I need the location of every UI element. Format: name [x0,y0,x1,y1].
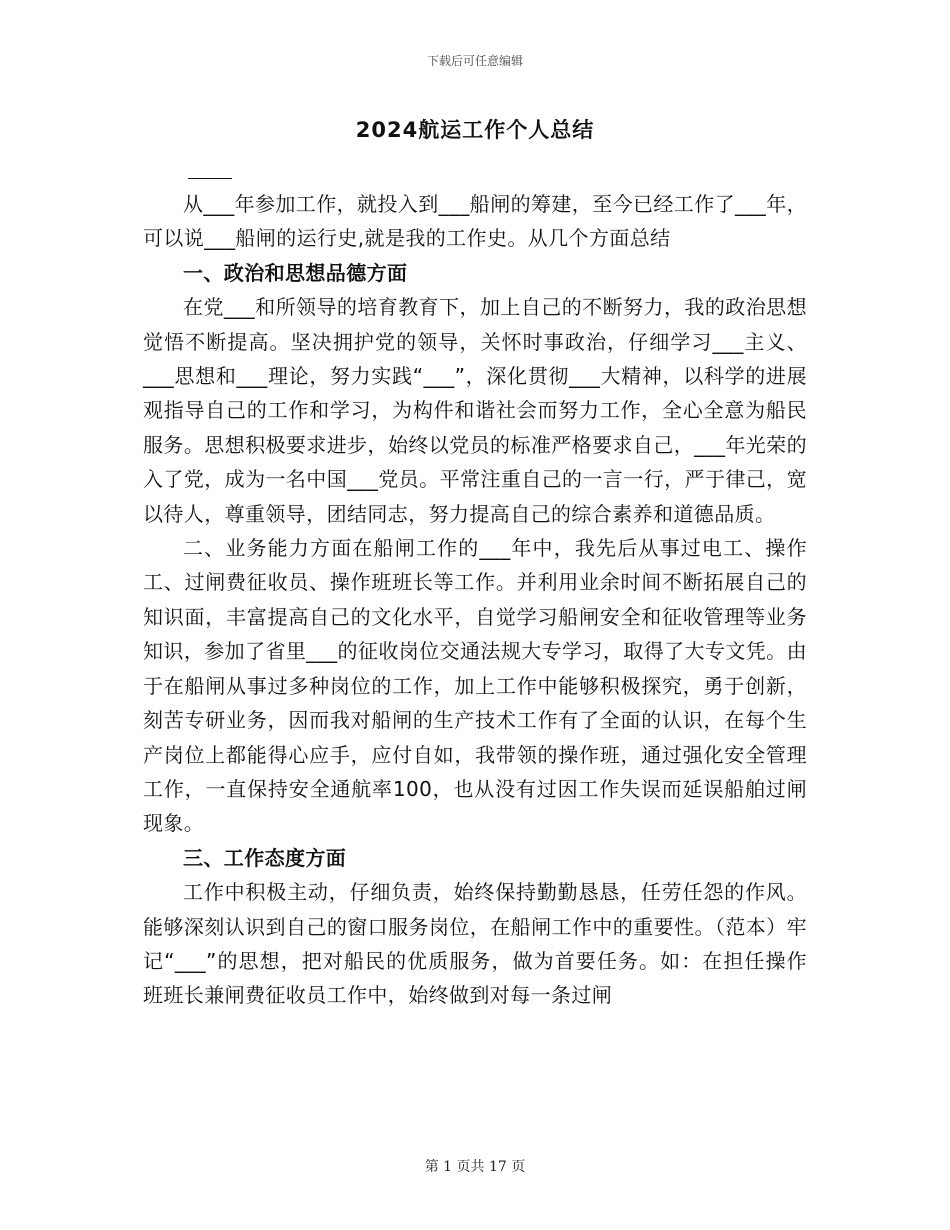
business-paragraph: 二、业务能力方面在船闸工作的___年中，我先后从事过电工、操作工、过闸费征收员、操作班班长等工作。并利用业余时间不断拓展自己的知识面，丰富提高自己的文化水平，自觉学习船闸安全和征收管理等业务知识，参加了省里___的征收岗位交通法规大专学习，取得了大专文凭。由于在船闸从事过多种岗位的工作，加上工作中能够积极探究，勇于创新，刻苦专研业务，因而我对船闸的生产技术工作有了全面的认识，在每个生产岗位上都能得心应手，应付自如，我带领的操作班，通过强化安全管理工作，一直保持安全通航率100，也从没有过因工作失误而延误船舶过闸现象。 [143,536,807,836]
document-title: 2024航运工作个人总结 [355,118,595,142]
section-heading-attitude: 三、工作态度方面 [183,845,347,870]
document-body [143,187,807,1013]
politics-paragraph: 在党___和所领导的培育教育下，加上自己的不断努力，我的政治思想觉悟不断提高。坚决拥护党的领导，关怀时事政治，仔细学习___主义、___思想和___理论，努力实践“___”，深化贯彻___大精神，以科学的进展观指导自己的工作和学习，为构件和谐社会而努力工作，全心全意为船民服务。思想积极要求进步，始终以党员的标准严格要求自己，___年光荣的入了党，成为一名中国___党员。平常注重自己的一言一行，严于律己，宽以待人，尊重领导，团结同志，努力提高自己的综合素养和道德品质。 [143,295,807,526]
section-heading-politics: 一、政治和思想品德方面 [183,260,408,285]
page-number: 第 1 页共 17 页 [424,1159,526,1175]
decorative-rule [188,178,232,179]
header-note: 下载后可任意编辑 [426,54,523,68]
intro-paragraph: 从___年参加工作，就投入到___船闸的筹建，至今已经工作了___年，可以说___船闸的运行史,就是我的工作史。从几个方面总结 [143,192,807,251]
attitude-paragraph: 工作中积极主动，仔细负责，始终保持勤勤恳恳，任劳任怨的作风。能够深刻认识到自己的窗口服务岗位，在船闸工作中的重要性。（范本）牢记“___”的思想，把对船民的优质服务，做为首要任务。如：在担任操作班班长兼闸费征收员工作中，始终做到对每一条过闸 [143,880,807,1008]
